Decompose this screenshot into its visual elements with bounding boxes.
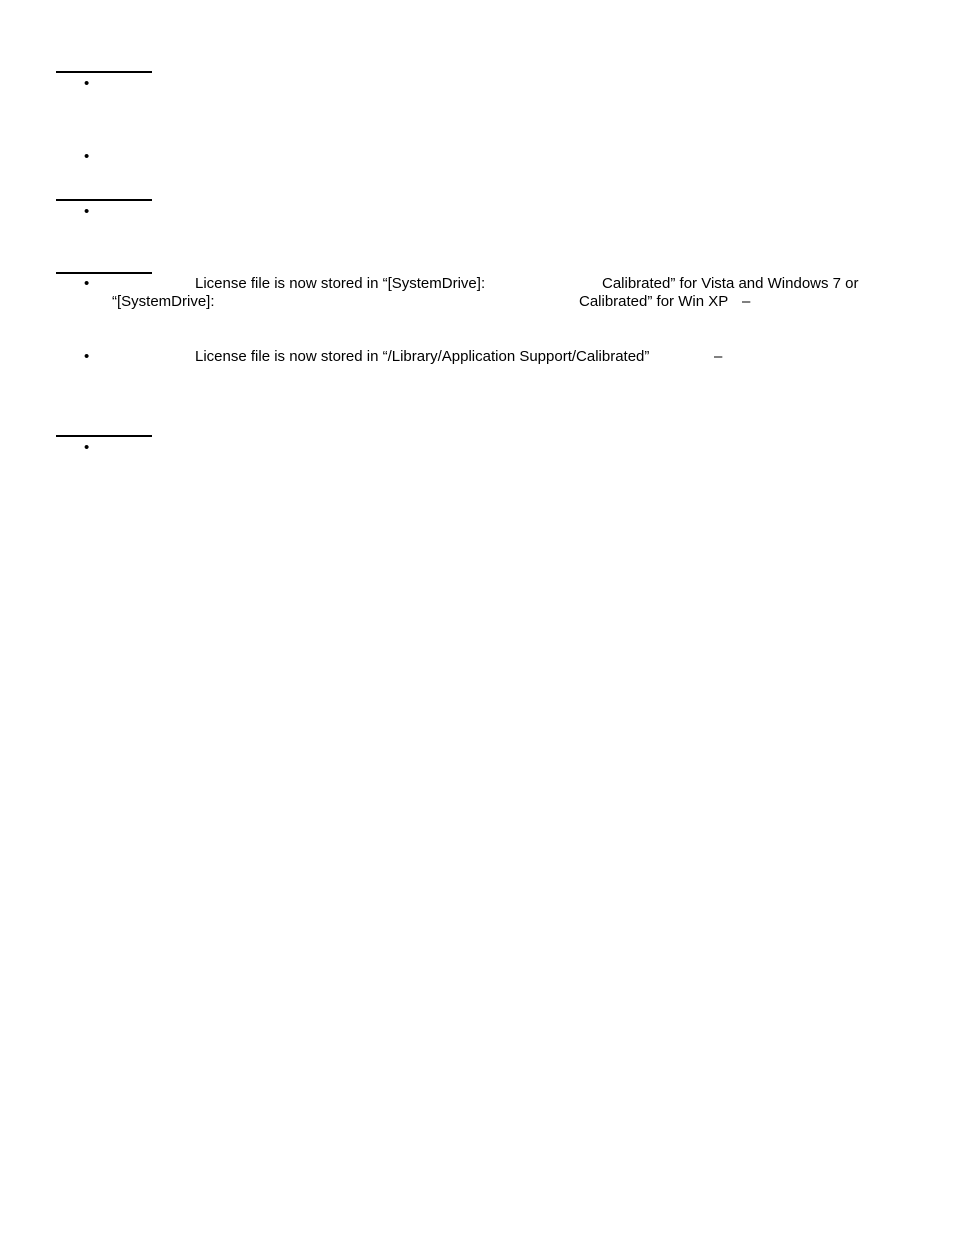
- section-4-rule: [56, 435, 152, 437]
- bullet-marker: •: [84, 439, 90, 456]
- section-3-rule: [56, 272, 152, 274]
- dash-separator: –: [714, 348, 723, 365]
- bullet-marker: •: [84, 148, 90, 165]
- bullet-marker: •: [84, 275, 90, 292]
- windows-license-path-text: License file is now stored in “[SystemDrive]:: [195, 275, 486, 292]
- dash-separator: –: [742, 293, 751, 310]
- section-2-rule: [56, 199, 152, 201]
- mac-license-path-text: License file is now stored in “/Library/Application Support/Calibrated”: [195, 348, 650, 365]
- bullet-marker: •: [84, 75, 90, 92]
- windows-vista-7-suffix-text: Calibrated” for Vista and Windows 7 or: [602, 275, 859, 292]
- bullet-marker: •: [84, 348, 90, 365]
- section-1-rule: [56, 71, 152, 73]
- winxp-systemdrive-text: “[SystemDrive]:: [112, 293, 215, 310]
- winxp-suffix-text: Calibrated” for Win XP: [579, 293, 729, 310]
- bullet-marker: •: [84, 203, 90, 220]
